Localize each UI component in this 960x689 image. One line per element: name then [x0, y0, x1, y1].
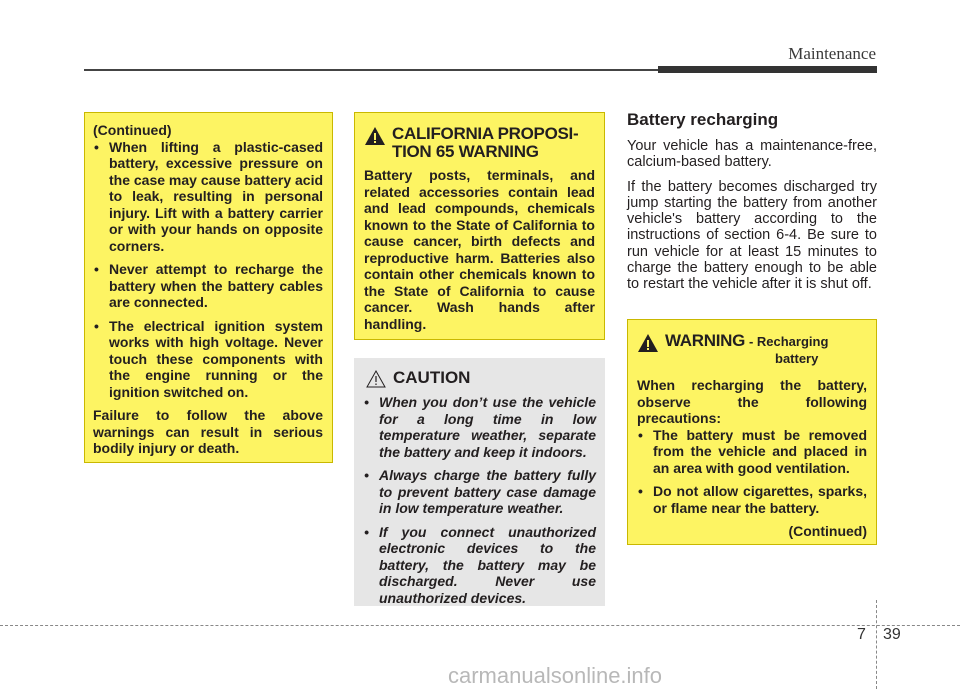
- continued-footer: Failure to follow the above warnings can result in serious bodily injury or death.: [93, 407, 323, 456]
- california-body: Battery posts, terminals, and related accessories contain lead and lead compounds, chemicals known to the State of California to cause cancer, birth defects and reproductive harm. Batteries also contain other chemicals known to the State of California to cause cancer. Wash hands after handling.: [364, 167, 595, 332]
- california-heading: [364, 125, 595, 161]
- header-rule-accent: [658, 66, 877, 73]
- list-item: • If you connect unauthorized electronic devices to the battery, the battery may be discharged. Never use unauthorized devices.: [363, 524, 596, 607]
- warning-title: WARNING: [665, 331, 746, 350]
- warning-triangle-icon: [637, 333, 659, 353]
- list-item: • Always charge the battery fully to prevent battery case damage in low temperature weather.: [363, 467, 596, 517]
- chapter-number: 7: [857, 626, 866, 643]
- section-paragraph: If the battery becomes discharged try jump starting the battery from another vehicle's battery according to the instructions of section 6-4. Be sure to run vehicle for at least 15 minutes to charge the battery enough to be able to restart the vehicle after it is shut off.: [627, 178, 877, 293]
- california-warning-box: [354, 112, 605, 340]
- recharging-warning-box: [627, 319, 877, 545]
- warning-triangle-icon: [364, 126, 386, 146]
- list-item: • Do not allow cigarettes, sparks, or flame near the battery.: [637, 483, 867, 516]
- caution-triangle-icon: [365, 369, 387, 389]
- caution-heading: [363, 368, 596, 389]
- list-item: • Never attempt to recharge the battery when the battery cables are connected.: [93, 261, 323, 311]
- list-item: • The electrical ignition system works with high voltage. Never touch these components with the engine running or the ignition switched on.: [93, 318, 323, 401]
- page-number: 39: [883, 626, 901, 643]
- section-title: Battery recharging: [627, 110, 779, 129]
- continued-heading: (Continued): [93, 122, 172, 138]
- list-item: • When you don’t use the vehicle for a long time in low temperature weather, separate the battery and keep it indoors.: [363, 394, 596, 460]
- california-title-line1: CALIFORNIA PROPOSI-: [392, 124, 579, 143]
- section-paragraph: Your vehicle has a maintenance-free, calcium-based battery.: [627, 138, 877, 171]
- warning-continued: (Continued): [788, 523, 867, 539]
- continued-list: [93, 139, 323, 401]
- section-body: [627, 138, 877, 301]
- caution-list: [363, 394, 596, 606]
- warning-heading: [637, 332, 867, 367]
- caution-box: [354, 358, 605, 606]
- list-item: • The battery must be removed from the vehicle and placed in an area with good ventilation.: [637, 427, 867, 477]
- warning-subtitle-line2: battery: [775, 350, 819, 366]
- page-header-title: Maintenance: [788, 44, 876, 63]
- california-title-line2: TION 65 WARNING: [392, 142, 539, 161]
- continued-warning-box: [84, 112, 333, 463]
- footer-rule: [0, 625, 960, 626]
- warning-list: [637, 427, 867, 517]
- warning-intro: When recharging the battery, observe the following precautions:: [637, 377, 867, 426]
- footer-divider: [876, 600, 877, 689]
- warning-subtitle: - Recharging: [748, 334, 829, 349]
- caution-title: CAUTION: [393, 368, 471, 388]
- watermark: carmanualsonline.info: [448, 663, 663, 688]
- list-item: • When lifting a plastic-cased battery, excessive pressure on the case may cause battery acid to leak, resulting in personal injury. Lift with a battery carrier or with your hands on opposite corners.: [93, 139, 323, 255]
